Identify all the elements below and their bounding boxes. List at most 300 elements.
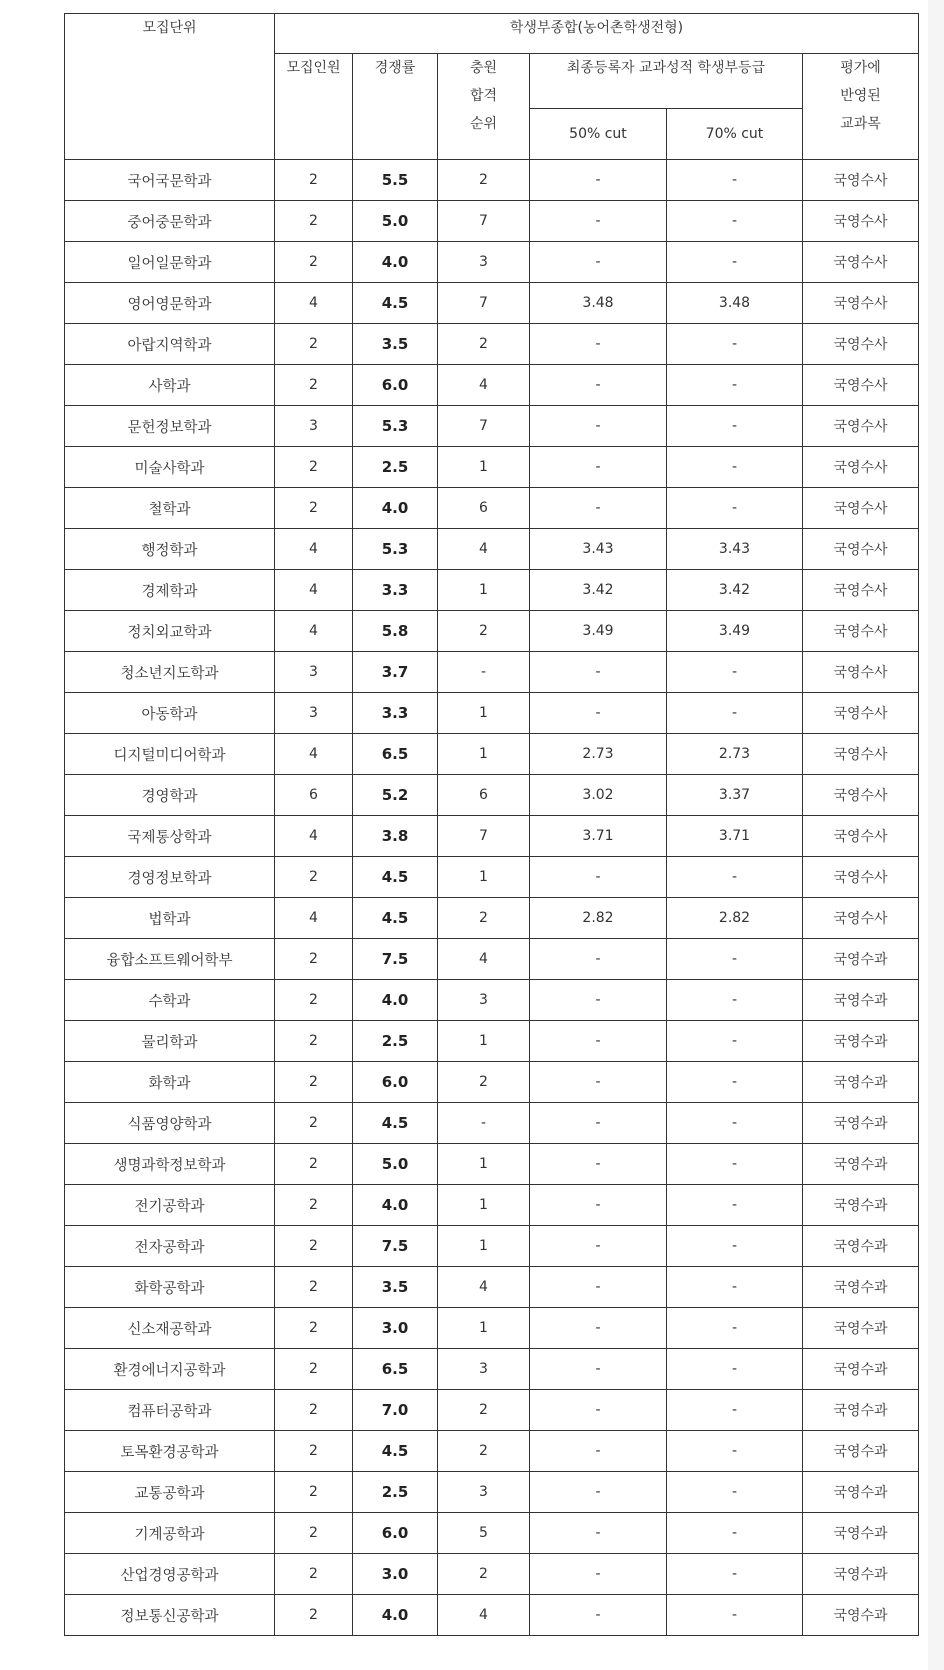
header-rank [438,54,530,160]
rate-cell: 3.5 [353,324,438,365]
cut50-cell: 3.49 [530,611,667,652]
header-rank-line: 합격 [469,88,498,104]
dept-cell: 디지털미디어학과 [65,734,275,775]
header-subjects-line: 교과목 [840,116,881,132]
cut50-cell: - [530,1308,667,1349]
rate-cell: 3.5 [353,1267,438,1308]
rate-cell: 6.0 [353,1062,438,1103]
quota-cell: 2 [275,1349,353,1390]
quota-cell: 3 [275,406,353,447]
subjects-cell: 국영수과 [803,1554,919,1595]
rank-cell: 7 [438,816,530,857]
table-row [65,693,919,734]
cut70-cell: 3.49 [667,611,803,652]
quota-cell: 2 [275,939,353,980]
quota-cell: 2 [275,1267,353,1308]
table-row [65,1185,919,1226]
dept-cell: 경제학과 [65,570,275,611]
table-row [65,447,919,488]
cut70-cell: - [667,201,803,242]
cut70-cell: - [667,652,803,693]
subjects-cell: 국영수사 [803,365,919,406]
quota-cell: 2 [275,1144,353,1185]
table-row [65,1144,919,1185]
subjects-cell: 국영수사 [803,570,919,611]
cut70-cell: 3.71 [667,816,803,857]
rank-cell: - [438,1103,530,1144]
cut70-cell: - [667,1595,803,1636]
subjects-cell: 국영수사 [803,160,919,201]
cut70-cell: - [667,980,803,1021]
quota-cell: 2 [275,1431,353,1472]
quota-cell: 2 [275,1513,353,1554]
subjects-cell: 국영수과 [803,1431,919,1472]
dept-cell: 환경에너지공학과 [65,1349,275,1390]
rate-cell: 7.5 [353,1226,438,1267]
cut70-cell: - [667,1472,803,1513]
table-row [65,734,919,775]
dept-cell: 미술사학과 [65,447,275,488]
rank-cell: 1 [438,1308,530,1349]
rate-cell: 5.5 [353,160,438,201]
dept-cell: 전자공학과 [65,1226,275,1267]
rank-cell: 1 [438,570,530,611]
header-cut70: 70% cut [667,109,803,160]
rate-cell: 7.5 [353,939,438,980]
subjects-cell: 국영수과 [803,1390,919,1431]
header-cut50: 50% cut [530,109,667,160]
cut70-cell: - [667,1308,803,1349]
rate-cell: 3.0 [353,1554,438,1595]
table-row [65,1103,919,1144]
rate-cell: 6.0 [353,1513,438,1554]
table-row [65,160,919,201]
subjects-cell: 국영수과 [803,1185,919,1226]
table-row [65,775,919,816]
rank-cell: 2 [438,1554,530,1595]
rate-cell: 4.0 [353,488,438,529]
quota-cell: 2 [275,242,353,283]
cut50-cell: 3.42 [530,570,667,611]
rate-cell: 4.5 [353,283,438,324]
table-row [65,1308,919,1349]
quota-cell: 2 [275,1472,353,1513]
subjects-cell: 국영수과 [803,1595,919,1636]
subjects-cell: 국영수사 [803,406,919,447]
table-row [65,1062,919,1103]
table-row [65,1267,919,1308]
cut50-cell: - [530,1103,667,1144]
rank-cell: 6 [438,488,530,529]
dept-cell: 식품영양학과 [65,1103,275,1144]
cut50-cell: - [530,652,667,693]
rank-cell: 4 [438,939,530,980]
rank-cell: 2 [438,1431,530,1472]
quota-cell: 3 [275,693,353,734]
cut70-cell: - [667,242,803,283]
cut50-cell: - [530,1267,667,1308]
rate-cell: 4.5 [353,1103,438,1144]
rank-cell: 4 [438,1595,530,1636]
dept-cell: 수학과 [65,980,275,1021]
dept-cell: 국제통상학과 [65,816,275,857]
cut70-cell: - [667,1513,803,1554]
cut50-cell: 3.02 [530,775,667,816]
subjects-cell: 국영수사 [803,898,919,939]
cut70-cell: 3.48 [667,283,803,324]
quota-cell: 4 [275,611,353,652]
table-row [65,1390,919,1431]
quota-cell: 4 [275,734,353,775]
cut50-cell: - [530,1226,667,1267]
subjects-cell: 국영수과 [803,1267,919,1308]
dept-cell: 경영학과 [65,775,275,816]
header-subjects-line: 평가에 [840,60,881,76]
cut70-cell: 3.42 [667,570,803,611]
table-row [65,1349,919,1390]
rate-cell: 5.2 [353,775,438,816]
subjects-cell: 국영수과 [803,1103,919,1144]
cut70-cell: 2.73 [667,734,803,775]
rank-cell: 7 [438,201,530,242]
dept-cell: 기계공학과 [65,1513,275,1554]
rank-cell: 4 [438,529,530,570]
table-row [65,652,919,693]
cut70-cell: - [667,324,803,365]
cut50-cell: - [530,1021,667,1062]
rank-cell: 2 [438,1390,530,1431]
cut70-cell: - [667,1267,803,1308]
rate-cell: 6.5 [353,734,438,775]
quota-cell: 2 [275,160,353,201]
cut50-cell: - [530,1513,667,1554]
quota-cell: 4 [275,898,353,939]
subjects-cell: 국영수과 [803,939,919,980]
cut50-cell: - [530,1595,667,1636]
page-margin [928,0,944,1670]
dept-cell: 생명과학정보학과 [65,1144,275,1185]
rank-cell: 1 [438,693,530,734]
dept-cell: 영어영문학과 [65,283,275,324]
table-row [65,1021,919,1062]
cut50-cell: - [530,1431,667,1472]
table-row [65,1554,919,1595]
quota-cell: 3 [275,652,353,693]
cut50-cell: - [530,447,667,488]
cut50-cell: - [530,939,667,980]
dept-cell: 토목환경공학과 [65,1431,275,1472]
cut70-cell: - [667,1349,803,1390]
cut50-cell: - [530,324,667,365]
quota-cell: 2 [275,980,353,1021]
header-grade: 최종등록자 교과성적 학생부등급 [530,54,803,109]
rate-cell: 4.0 [353,980,438,1021]
cut50-cell: - [530,1390,667,1431]
table-row [65,365,919,406]
cut50-cell: - [530,365,667,406]
rank-cell: 4 [438,365,530,406]
subjects-cell: 국영수사 [803,529,919,570]
subjects-cell: 국영수사 [803,652,919,693]
rank-cell: 3 [438,1472,530,1513]
table-row [65,406,919,447]
dept-cell: 중어중문학과 [65,201,275,242]
cut70-cell: 3.37 [667,775,803,816]
rate-cell: 6.0 [353,365,438,406]
subjects-cell: 국영수과 [803,1472,919,1513]
dept-cell: 법학과 [65,898,275,939]
quota-cell: 2 [275,1308,353,1349]
cut50-cell: 2.73 [530,734,667,775]
subjects-cell: 국영수과 [803,1144,919,1185]
table-row [65,324,919,365]
subjects-cell: 국영수사 [803,611,919,652]
table-body [65,160,919,1636]
subjects-cell: 국영수사 [803,775,919,816]
cut50-cell: - [530,406,667,447]
rank-cell: 3 [438,980,530,1021]
quota-cell: 2 [275,365,353,406]
rank-cell: 7 [438,406,530,447]
cut50-cell: - [530,857,667,898]
rank-cell: 2 [438,611,530,652]
subjects-cell: 국영수과 [803,1308,919,1349]
header-rank-line: 충원 [469,60,498,76]
dept-cell: 컴퓨터공학과 [65,1390,275,1431]
cut70-cell: - [667,693,803,734]
rate-cell: 4.5 [353,898,438,939]
table-row [65,1431,919,1472]
table-row [65,816,919,857]
rank-cell: 3 [438,1349,530,1390]
cut50-cell: - [530,1185,667,1226]
quota-cell: 2 [275,857,353,898]
header-unit: 모집단위 [65,14,275,160]
dept-cell: 정치외교학과 [65,611,275,652]
rate-cell: 2.5 [353,447,438,488]
cut50-cell: - [530,201,667,242]
dept-cell: 물리학과 [65,1021,275,1062]
subjects-cell: 국영수사 [803,857,919,898]
cut50-cell: - [530,980,667,1021]
quota-cell: 2 [275,1021,353,1062]
rank-cell: 4 [438,1267,530,1308]
rate-cell: 4.5 [353,857,438,898]
cut70-cell: - [667,1431,803,1472]
dept-cell: 아동학과 [65,693,275,734]
rate-cell: 5.3 [353,406,438,447]
dept-cell: 화학공학과 [65,1267,275,1308]
rate-cell: 5.3 [353,529,438,570]
quota-cell: 2 [275,1595,353,1636]
table-row [65,611,919,652]
header-subjects-line: 반영된 [840,88,881,104]
table-row [65,283,919,324]
table-row [65,1472,919,1513]
table-row [65,1513,919,1554]
quota-cell: 4 [275,570,353,611]
quota-cell: 2 [275,1554,353,1595]
cut70-cell: - [667,1226,803,1267]
header-track: 학생부종합(농어촌학생전형) [275,14,919,54]
rate-cell: 3.7 [353,652,438,693]
cut50-cell: 3.43 [530,529,667,570]
quota-cell: 2 [275,201,353,242]
dept-cell: 신소재공학과 [65,1308,275,1349]
rank-cell: 2 [438,898,530,939]
rank-cell: 2 [438,1062,530,1103]
subjects-cell: 국영수사 [803,324,919,365]
quota-cell: 6 [275,775,353,816]
dept-cell: 사학과 [65,365,275,406]
dept-cell: 국어국문학과 [65,160,275,201]
rank-cell: 2 [438,324,530,365]
quota-cell: 2 [275,447,353,488]
subjects-cell: 국영수사 [803,816,919,857]
table-row [65,898,919,939]
table-row [65,570,919,611]
subjects-cell: 국영수과 [803,1226,919,1267]
rate-cell: 4.0 [353,1595,438,1636]
rate-cell: 4.0 [353,1185,438,1226]
subjects-cell: 국영수과 [803,980,919,1021]
table-row [65,939,919,980]
dept-cell: 융합소프트웨어학부 [65,939,275,980]
cut50-cell: - [530,1062,667,1103]
cut70-cell: - [667,1185,803,1226]
rate-cell: 3.3 [353,693,438,734]
rank-cell: 6 [438,775,530,816]
quota-cell: 2 [275,1226,353,1267]
rank-cell: - [438,652,530,693]
cut50-cell: - [530,160,667,201]
rate-cell: 5.8 [353,611,438,652]
rank-cell: 1 [438,857,530,898]
rate-cell: 3.0 [353,1308,438,1349]
cut50-cell: - [530,488,667,529]
subjects-cell: 국영수사 [803,734,919,775]
quota-cell: 4 [275,283,353,324]
cut70-cell: 2.82 [667,898,803,939]
subjects-cell: 국영수사 [803,201,919,242]
table-row [65,857,919,898]
header-rate: 경쟁률 [353,54,438,160]
cut70-cell: - [667,406,803,447]
dept-cell: 경영정보학과 [65,857,275,898]
table-row [65,201,919,242]
subjects-cell: 국영수사 [803,242,919,283]
dept-cell: 정보통신공학과 [65,1595,275,1636]
cut70-cell: - [667,447,803,488]
cut50-cell: - [530,1472,667,1513]
cut50-cell: - [530,1144,667,1185]
subjects-cell: 국영수과 [803,1021,919,1062]
cut50-cell: - [530,1349,667,1390]
cut70-cell: - [667,488,803,529]
table-row [65,1226,919,1267]
cut70-cell: - [667,1103,803,1144]
rank-cell: 1 [438,1226,530,1267]
cut70-cell: - [667,939,803,980]
rank-cell: 1 [438,1021,530,1062]
dept-cell: 철학과 [65,488,275,529]
rank-cell: 1 [438,1144,530,1185]
cut70-cell: - [667,1021,803,1062]
dept-cell: 전기공학과 [65,1185,275,1226]
rank-cell: 2 [438,160,530,201]
dept-cell: 아랍지역학과 [65,324,275,365]
table-row [65,242,919,283]
subjects-cell: 국영수사 [803,447,919,488]
rate-cell: 4.5 [353,1431,438,1472]
dept-cell: 문헌정보학과 [65,406,275,447]
dept-cell: 행정학과 [65,529,275,570]
subjects-cell: 국영수사 [803,488,919,529]
cut70-cell: - [667,160,803,201]
cut50-cell: 3.71 [530,816,667,857]
rank-cell: 7 [438,283,530,324]
dept-cell: 일어일문학과 [65,242,275,283]
admission-results-table [64,13,919,1636]
cut50-cell: - [530,242,667,283]
cut70-cell: - [667,857,803,898]
header-subjects [803,54,919,160]
quota-cell: 2 [275,324,353,365]
rank-cell: 1 [438,447,530,488]
cut50-cell: - [530,1554,667,1595]
table-row [65,1595,919,1636]
table-row [65,980,919,1021]
quota-cell: 2 [275,1103,353,1144]
cut50-cell: 3.48 [530,283,667,324]
rate-cell: 2.5 [353,1472,438,1513]
table-row [65,488,919,529]
cut70-cell: - [667,1062,803,1103]
subjects-cell: 국영수과 [803,1062,919,1103]
cut70-cell: - [667,1144,803,1185]
dept-cell: 교통공학과 [65,1472,275,1513]
cut70-cell: - [667,365,803,406]
cut50-cell: 2.82 [530,898,667,939]
quota-cell: 2 [275,1185,353,1226]
rate-cell: 7.0 [353,1390,438,1431]
rate-cell: 3.8 [353,816,438,857]
rate-cell: 3.3 [353,570,438,611]
rank-cell: 1 [438,1185,530,1226]
dept-cell: 청소년지도학과 [65,652,275,693]
quota-cell: 2 [275,1062,353,1103]
table-row [65,529,919,570]
rate-cell: 5.0 [353,201,438,242]
quota-cell: 4 [275,529,353,570]
rate-cell: 5.0 [353,1144,438,1185]
cut50-cell: - [530,693,667,734]
rate-cell: 4.0 [353,242,438,283]
cut70-cell: 3.43 [667,529,803,570]
quota-cell: 4 [275,816,353,857]
rank-cell: 1 [438,734,530,775]
rate-cell: 2.5 [353,1021,438,1062]
cut70-cell: - [667,1554,803,1595]
quota-cell: 2 [275,488,353,529]
rank-cell: 3 [438,242,530,283]
rate-cell: 6.5 [353,1349,438,1390]
header-quota: 모집인원 [275,54,353,160]
quota-cell: 2 [275,1390,353,1431]
subjects-cell: 국영수과 [803,1349,919,1390]
dept-cell: 화학과 [65,1062,275,1103]
subjects-cell: 국영수사 [803,693,919,734]
